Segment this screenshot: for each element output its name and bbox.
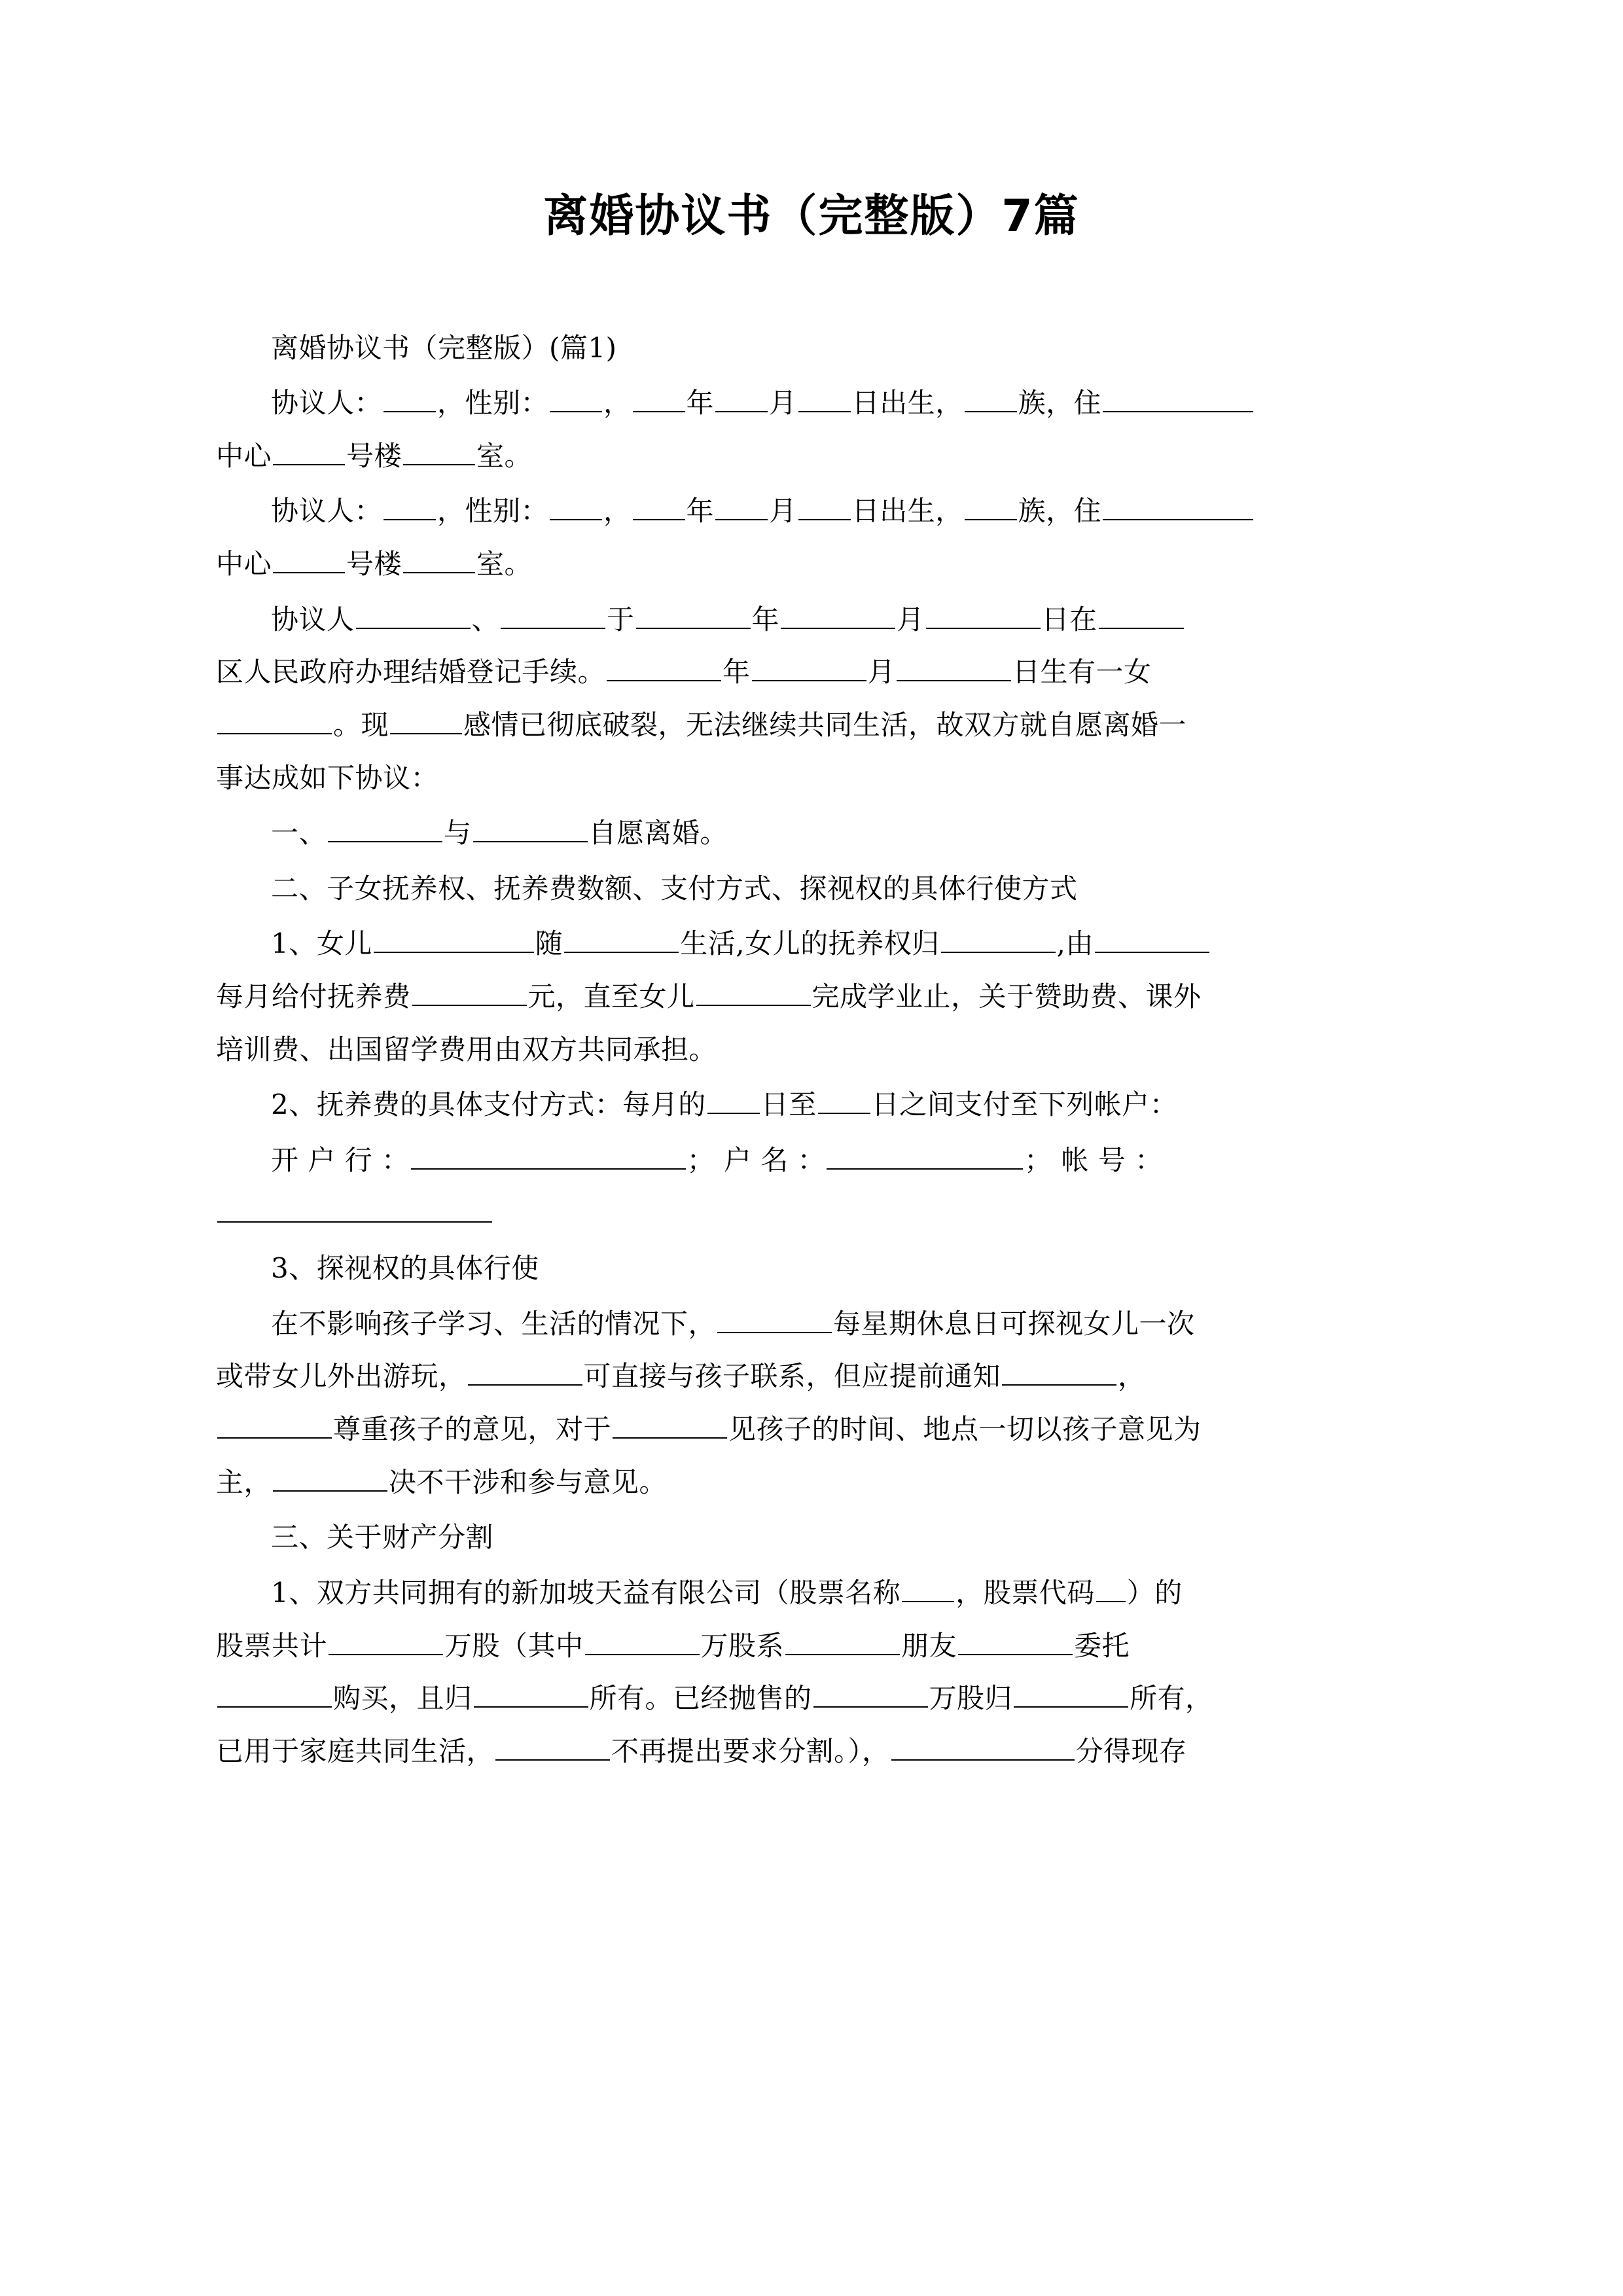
fill-in-blank[interactable] bbox=[818, 1086, 870, 1114]
text-run: 完成学业止，关于赞助费、课外 bbox=[812, 980, 1202, 1013]
text-run: ， bbox=[603, 387, 632, 420]
p-clause-3-title bbox=[216, 1511, 1407, 1564]
p-clause-2-3-body bbox=[216, 1298, 1407, 1509]
fill-in-blank[interactable] bbox=[785, 1628, 900, 1655]
fill-in-blank[interactable] bbox=[1002, 1358, 1116, 1386]
p-clause-2-1 bbox=[216, 918, 1407, 1076]
text-run: 年 bbox=[751, 603, 780, 636]
p-clause-1 bbox=[216, 807, 1407, 860]
text-run: 元，直至女儿 bbox=[527, 980, 695, 1013]
text-run: 每月给付抚养费 bbox=[216, 980, 411, 1013]
fill-in-blank[interactable] bbox=[633, 493, 685, 520]
fill-in-blank[interactable] bbox=[495, 1733, 610, 1761]
text-run: 2、抚养费的具体支付方式：每月的 bbox=[271, 1088, 706, 1121]
fill-in-blank[interactable] bbox=[707, 1086, 760, 1114]
p-bank-info bbox=[216, 1134, 1407, 1240]
fill-in-blank[interactable] bbox=[474, 1680, 588, 1708]
text-run: 尊重孩子的意见，对于 bbox=[333, 1413, 612, 1446]
text-run: 日在 bbox=[1041, 603, 1097, 636]
text-run: 月 bbox=[867, 656, 896, 689]
text-run: 与 bbox=[444, 817, 472, 850]
text-run: 已用于家庭共同生活， bbox=[216, 1734, 495, 1767]
fill-in-blank[interactable] bbox=[383, 385, 436, 412]
text-run: 中心 bbox=[216, 548, 272, 581]
fill-in-blank[interactable] bbox=[926, 601, 1041, 629]
text-run: 万股归 bbox=[929, 1682, 1013, 1715]
p-clause-3-1 bbox=[216, 1567, 1407, 1778]
fill-in-blank[interactable] bbox=[798, 385, 851, 412]
fill-in-blank[interactable] bbox=[1099, 601, 1184, 629]
fill-in-blank[interactable] bbox=[273, 1464, 387, 1492]
fill-in-blank[interactable] bbox=[958, 1628, 1073, 1655]
text-run: 。现 bbox=[333, 708, 389, 741]
text-run: 三、关于财产分割 bbox=[271, 1521, 494, 1554]
fill-in-blank[interactable] bbox=[501, 601, 605, 629]
fill-in-blank[interactable] bbox=[217, 1411, 332, 1439]
fill-in-blank[interactable] bbox=[383, 493, 436, 520]
fill-in-blank[interactable] bbox=[217, 1195, 492, 1223]
fill-in-blank[interactable] bbox=[585, 1628, 700, 1655]
text-run: 二、子女抚养权、抚养费数额、支付方式、探视权的具体行使方式 bbox=[271, 872, 1078, 905]
fill-in-blank[interactable] bbox=[1103, 493, 1253, 520]
fill-in-blank[interactable] bbox=[468, 1358, 582, 1386]
text-run: ，股票代码 bbox=[955, 1576, 1095, 1609]
text-run: ,由 bbox=[1056, 927, 1094, 960]
p-clause-2-2 bbox=[216, 1079, 1407, 1132]
text-run: 协议人 bbox=[271, 603, 355, 636]
fill-in-blank[interactable] bbox=[891, 1733, 1075, 1761]
text-run: 朋友 bbox=[901, 1629, 957, 1662]
p-clause-2-title bbox=[216, 863, 1407, 916]
fill-in-blank[interactable] bbox=[1103, 385, 1253, 412]
text-run: ， bbox=[1118, 1360, 1146, 1393]
text-run: 、 bbox=[471, 603, 500, 636]
text-run: ）的 bbox=[1126, 1576, 1183, 1609]
fill-in-blank[interactable] bbox=[965, 493, 1017, 520]
text-run: 中心 bbox=[216, 439, 272, 472]
text-run: 于 bbox=[607, 603, 635, 636]
fill-in-blank[interactable] bbox=[217, 707, 332, 734]
document-body bbox=[216, 322, 1407, 1778]
fill-in-blank[interactable] bbox=[1014, 1680, 1128, 1708]
text-run: 培训费、出国留学费用由双方共同承担。 bbox=[216, 1033, 717, 1066]
text-run: ，性别： bbox=[437, 387, 549, 420]
text-run: 日生有一女 bbox=[1012, 656, 1152, 689]
text-run: 生活,女儿的抚养权归 bbox=[680, 927, 940, 960]
fill-in-blank[interactable] bbox=[897, 654, 1011, 681]
text-run: 年 bbox=[686, 495, 715, 528]
fill-in-blank[interactable] bbox=[390, 707, 462, 734]
text-run: 或带女儿外出游玩， bbox=[216, 1360, 467, 1393]
text-run: 月 bbox=[769, 495, 797, 528]
text-run: 月 bbox=[897, 603, 925, 636]
fill-in-blank[interactable] bbox=[403, 438, 475, 465]
text-run: 年 bbox=[722, 656, 751, 689]
fill-in-blank[interactable] bbox=[273, 546, 345, 573]
text-run: 月 bbox=[769, 387, 797, 420]
text-run: 号楼 bbox=[346, 439, 402, 472]
text-run: 自愿离婚。 bbox=[588, 817, 728, 850]
text-run: 日至 bbox=[760, 1088, 817, 1121]
text-run: 日出生， bbox=[851, 387, 963, 420]
fill-in-blank[interactable] bbox=[217, 1680, 332, 1708]
text-run: 族，住 bbox=[1018, 387, 1102, 420]
fill-in-blank[interactable] bbox=[329, 1628, 443, 1655]
fill-in-blank[interactable] bbox=[328, 815, 442, 842]
fill-in-blank[interactable] bbox=[798, 493, 851, 520]
fill-in-blank[interactable] bbox=[411, 1142, 686, 1170]
text-run: 万股系 bbox=[700, 1629, 785, 1662]
fill-in-blank[interactable] bbox=[717, 1306, 832, 1333]
text-run: 购买，且归 bbox=[333, 1682, 473, 1715]
text-run: ； 帐 号 ： bbox=[1024, 1143, 1163, 1176]
text-run: 见孩子的时间、地点一切以孩子意见为 bbox=[728, 1413, 1202, 1446]
fill-in-blank[interactable] bbox=[781, 601, 895, 629]
text-run: 万股（其中 bbox=[444, 1629, 584, 1662]
paragraph-list bbox=[216, 377, 1407, 1778]
fill-in-blank[interactable] bbox=[374, 925, 534, 953]
text-run: 事达成如下协议： bbox=[216, 761, 439, 794]
text-run: 开 户 行 ： bbox=[271, 1143, 410, 1176]
text-run: 所有， bbox=[1130, 1682, 1213, 1715]
text-run: 不再提出要求分割。）， bbox=[611, 1734, 890, 1767]
text-run: 感情已彻底破裂，无法继续共同生活，故双方就自愿离婚一 bbox=[463, 708, 1187, 741]
text-run: 随 bbox=[535, 927, 563, 960]
fill-in-blank[interactable] bbox=[715, 493, 768, 520]
text-run: 每星期休息日可探视女儿一次 bbox=[833, 1307, 1195, 1340]
fill-in-blank[interactable] bbox=[564, 925, 679, 953]
fill-in-blank[interactable] bbox=[902, 1575, 954, 1602]
fill-in-blank[interactable] bbox=[1095, 925, 1209, 953]
text-run: 股票共计 bbox=[216, 1629, 328, 1662]
fill-in-blank[interactable] bbox=[273, 438, 345, 465]
text-run: 委托 bbox=[1074, 1629, 1130, 1662]
page-title: 离婚协议书（完整版）7篇 bbox=[543, 190, 1080, 242]
fill-in-blank[interactable] bbox=[613, 1411, 727, 1439]
text-run: 协议人： bbox=[271, 495, 383, 528]
text-run: ； 户 名 ： bbox=[687, 1143, 826, 1176]
text-run: 决不干涉和参与意见。 bbox=[389, 1465, 668, 1498]
text-run: 日之间支付至下列帐户： bbox=[871, 1088, 1178, 1121]
fill-in-blank[interactable] bbox=[813, 1680, 928, 1708]
text-run: 1、女儿 bbox=[271, 927, 372, 960]
fill-in-blank[interactable] bbox=[550, 385, 602, 412]
text-run: 区人民政府办理结婚登记手续。 bbox=[216, 656, 606, 689]
text-run: 室。 bbox=[476, 439, 533, 472]
text-run: 分得现存 bbox=[1075, 1734, 1187, 1767]
text-run: 可直接与孩子联系，但应提前通知 bbox=[583, 1360, 1001, 1393]
fill-in-blank[interactable] bbox=[752, 654, 866, 681]
fill-in-blank[interactable] bbox=[1096, 1575, 1126, 1602]
fill-in-blank[interactable] bbox=[633, 385, 685, 412]
fill-in-blank[interactable] bbox=[696, 978, 811, 1006]
text-run: 协议人： bbox=[271, 387, 383, 420]
p-agreement-person-1 bbox=[216, 377, 1407, 482]
fill-in-blank[interactable] bbox=[356, 601, 471, 629]
document-subtitle: 离婚协议书（完整版）(篇1) bbox=[271, 331, 617, 364]
text-run: 室。 bbox=[476, 548, 533, 581]
text-run: 1、双方共同拥有的新加坡天益有限公司（股票名称 bbox=[271, 1576, 901, 1609]
fill-in-blank[interactable] bbox=[715, 385, 768, 412]
text-run: ， bbox=[603, 495, 632, 528]
text-run: 一、 bbox=[271, 817, 327, 850]
p-marriage-registration bbox=[216, 594, 1407, 805]
fill-in-blank[interactable] bbox=[965, 385, 1017, 412]
text-run: 3、探视权的具体行使 bbox=[271, 1252, 539, 1285]
text-run: 族，住 bbox=[1018, 495, 1102, 528]
text-run: 在不影响孩子学习、生活的情况下， bbox=[271, 1307, 717, 1340]
text-run: 日出生， bbox=[851, 495, 963, 528]
text-run: 主， bbox=[216, 1465, 272, 1498]
p-agreement-person-2 bbox=[216, 485, 1407, 590]
fill-in-blank[interactable] bbox=[412, 978, 527, 1006]
text-run: 号楼 bbox=[346, 548, 402, 581]
fill-in-blank[interactable] bbox=[827, 1142, 1023, 1170]
fill-in-blank[interactable] bbox=[473, 815, 588, 842]
fill-in-blank[interactable] bbox=[941, 925, 1056, 953]
text-run: 所有。已经抛售的 bbox=[589, 1682, 812, 1715]
text-run: 年 bbox=[686, 387, 715, 420]
p-clause-2-3-title bbox=[216, 1242, 1407, 1295]
fill-in-blank[interactable] bbox=[550, 493, 602, 520]
text-run: ，性别： bbox=[437, 495, 549, 528]
fill-in-blank[interactable] bbox=[403, 546, 475, 573]
fill-in-blank[interactable] bbox=[636, 601, 751, 629]
fill-in-blank[interactable] bbox=[607, 654, 721, 681]
